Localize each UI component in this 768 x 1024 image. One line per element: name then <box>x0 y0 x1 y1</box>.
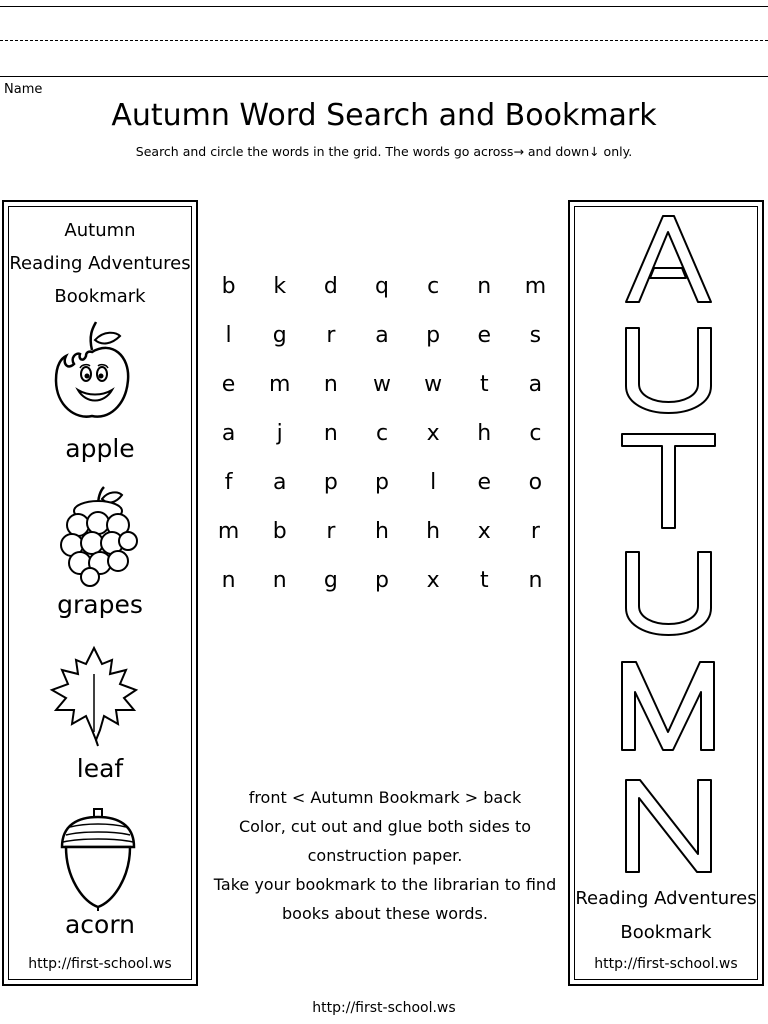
grid-letter[interactable]: n <box>221 568 236 593</box>
directions-line: Color, cut out and glue both sides to <box>238 817 532 836</box>
grid-letter[interactable]: c <box>375 421 389 446</box>
grid-row <box>203 319 561 368</box>
bookmark-word: acorn <box>64 910 136 939</box>
grid-letter[interactable]: o <box>528 470 543 495</box>
grid-letter[interactable]: n <box>323 372 338 397</box>
grid-letter[interactable]: a <box>528 372 543 397</box>
grid-row <box>203 368 561 417</box>
grid-letter[interactable]: t <box>479 372 489 397</box>
grid-letter[interactable]: a <box>221 421 236 446</box>
grid-letter[interactable]: e <box>221 372 236 397</box>
directions-line: construction paper. <box>307 846 463 865</box>
grid-letter[interactable]: n <box>528 568 543 593</box>
grid-letter[interactable]: w <box>372 372 391 397</box>
footer-url: http://first-school.ws <box>312 1000 456 1016</box>
word-search-grid <box>203 270 561 613</box>
grid-row <box>203 270 561 319</box>
apple-icon <box>52 320 132 424</box>
directions-line: Take your bookmark to the librarian to find <box>213 875 557 894</box>
grid-letter[interactable]: n <box>477 274 492 299</box>
bookmark-word: apple <box>65 434 135 463</box>
grid-letter[interactable]: r <box>530 519 540 544</box>
directions <box>200 783 570 928</box>
grid-letter[interactable]: n <box>323 421 338 446</box>
grid-letter[interactable]: x <box>426 421 440 446</box>
outline-letter <box>570 202 766 888</box>
name-label: Name <box>4 82 43 97</box>
grid-letter[interactable]: h <box>375 519 389 544</box>
bookmark-heading-line: Bookmark <box>54 286 146 307</box>
grapes-icon <box>58 485 138 587</box>
name-baseline <box>0 76 768 77</box>
page-title: Autumn Word Search and Bookmark <box>111 98 657 133</box>
grid-letter[interactable]: a <box>375 323 389 348</box>
grid-letter[interactable]: f <box>224 470 233 495</box>
bookmark-word: leaf <box>76 754 124 783</box>
grid-letter[interactable]: g <box>272 323 287 348</box>
grid-letter[interactable]: b <box>221 274 236 299</box>
grid-letter[interactable]: c <box>427 274 440 299</box>
grid-letter[interactable]: r <box>326 519 336 544</box>
grid-letter[interactable]: r <box>326 323 336 348</box>
grid-letter[interactable]: p <box>323 470 338 495</box>
grid-letter[interactable]: g <box>323 568 338 593</box>
grid-row <box>203 515 561 564</box>
front-bookmark <box>2 200 198 986</box>
grid-letter[interactable]: p <box>375 568 389 593</box>
bookmark-heading-line: Bookmark <box>620 922 712 943</box>
grid-letter[interactable]: e <box>477 323 492 348</box>
grid-letter[interactable]: b <box>272 519 287 544</box>
grid-letter[interactable]: m <box>217 519 240 544</box>
grid-letter[interactable]: m <box>268 372 291 397</box>
grid-letter[interactable]: d <box>323 274 338 299</box>
grid-letter[interactable]: m <box>524 274 547 299</box>
top-line <box>0 6 768 7</box>
bookmark-heading-line: Reading Adventures <box>9 253 191 274</box>
back-bookmark <box>568 200 764 986</box>
grid-letter[interactable]: l <box>430 470 437 495</box>
grid-letter[interactable]: k <box>273 274 287 299</box>
grid-letter[interactable]: h <box>426 519 441 544</box>
grid-letter[interactable]: c <box>529 421 542 446</box>
grid-letter[interactable]: a <box>272 470 287 495</box>
bookmark-url: http://first-school.ws <box>594 956 738 972</box>
leaf-icon <box>46 644 142 748</box>
grid-letter[interactable]: s <box>529 323 542 348</box>
bookmark-heading-line: Reading Adventures <box>575 888 757 909</box>
bookmark-heading-line: Autumn <box>64 220 136 241</box>
bookmark-url: http://first-school.ws <box>28 956 172 972</box>
grid-letter[interactable]: j <box>276 421 283 446</box>
dashed-midline <box>0 40 768 41</box>
grid-letter[interactable]: e <box>477 470 492 495</box>
grid-letter[interactable]: x <box>477 519 491 544</box>
grid-letter[interactable]: l <box>225 323 232 348</box>
instructions: Search and circle the words in the grid. The words go across→ and down↓ only. <box>135 144 633 159</box>
directions-line: books about these words. <box>282 904 488 923</box>
acorn-icon <box>56 807 140 911</box>
grid-letter[interactable]: n <box>272 568 287 593</box>
grid-letter[interactable]: w <box>424 372 443 397</box>
bookmark-word: grapes <box>57 590 143 619</box>
directions-line: front < Autumn Bookmark > back <box>248 788 522 807</box>
grid-row <box>203 564 561 613</box>
grid-letter[interactable]: q <box>375 274 389 299</box>
grid-letter[interactable]: h <box>477 421 492 446</box>
grid-letter[interactable]: x <box>426 568 440 593</box>
grid-row <box>203 466 561 515</box>
grid-letter[interactable]: p <box>375 470 389 495</box>
grid-letter[interactable]: p <box>426 323 441 348</box>
grid-letter[interactable]: t <box>479 568 489 593</box>
grid-row <box>203 417 561 466</box>
